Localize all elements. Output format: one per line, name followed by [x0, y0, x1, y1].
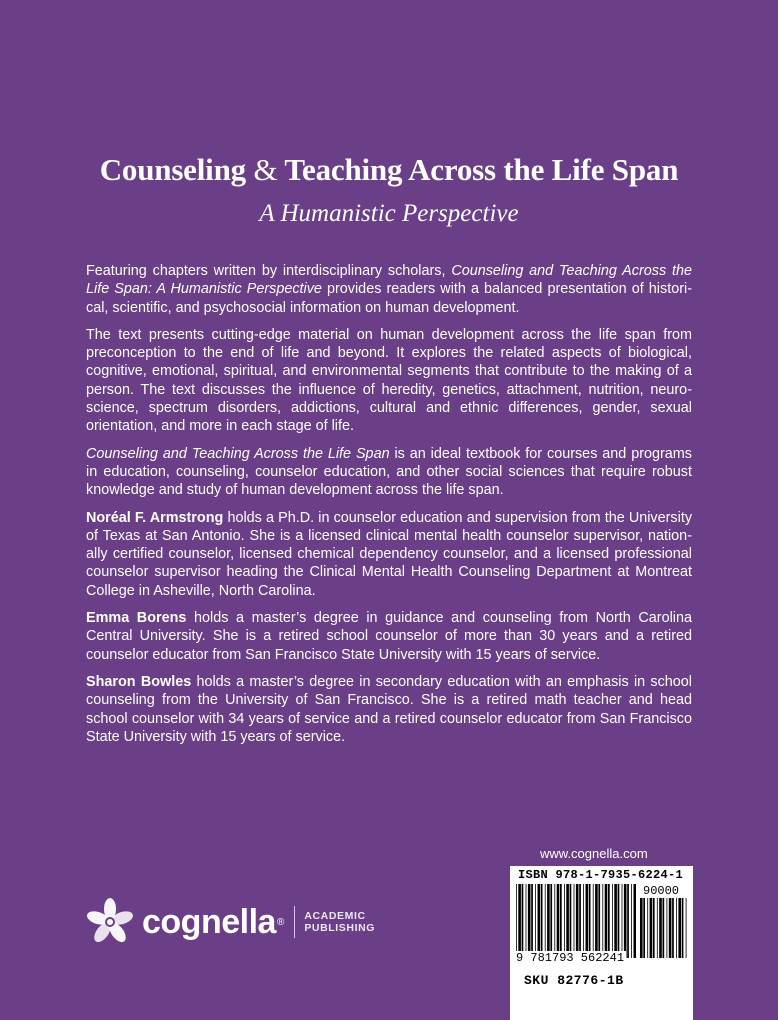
- sku-label: SKU 82776-1B: [524, 973, 624, 988]
- flower-icon: [84, 896, 136, 948]
- barcode-panel: [510, 866, 693, 1020]
- text-run: is an ideal textbook for courses and programs in education, counseling, counselor education, and other social sciences that require robust knowledge and study of human development across the life span.: [86, 445, 692, 499]
- title-ampersand: &: [253, 152, 278, 187]
- barcode-icon: [516, 884, 636, 958]
- paragraph-audience: [86, 445, 692, 500]
- paragraph-intro: [86, 262, 692, 317]
- paragraph-content: The text presents cutting-edge material on human development across the life span from preconception to the end of life and beyond. It explores the related aspects of biological, cognitive, emotional, spiritual, and environmental segments that contribute to the making of a person. The text discusses the influence of heredity, genetics, attachment, nutrition, neuroscience, spectrum disorders, addictions, cultural and ethnic differences, gender, sexual orientation, and more in each stage of life.: [86, 326, 692, 435]
- author-bio-bowles: [86, 673, 692, 746]
- text-run: Featuring chapters written by interdisciplinary scholars,: [86, 263, 452, 279]
- description: [86, 262, 692, 755]
- text-run: provides readers with a balanced presentation of historical, scientific, and psychosocial information on human development.: [86, 281, 692, 316]
- logo-tagline: [304, 910, 375, 934]
- book-title-italic: Counseling and Teaching Across the Life Span: [86, 445, 390, 462]
- author-bio-armstrong: [86, 509, 692, 600]
- price-addon-label: 90000: [643, 884, 680, 898]
- tagline-line2: PUBLISHING: [304, 922, 376, 934]
- logo-divider: [294, 906, 295, 938]
- logo-wordmark: cognella: [142, 902, 276, 941]
- book-title: [0, 152, 778, 188]
- title-part1: Counseling: [99, 152, 246, 187]
- isbn-label: ISBN 978-1-7935-6224-1: [518, 868, 684, 882]
- book-title-italic: Counseling and Teaching Across the Life Span: A Humanistic Perspective: [86, 263, 692, 298]
- text-run: holds a master’s degree in guidance and counseling from North Carolina Central University. She is a retired school counselor of more than 30 years and a retired counselor educator from San Francisco State University with 15 years of service.: [86, 610, 692, 663]
- publisher-logo: [84, 896, 375, 948]
- publisher-website: www.cognella.com: [540, 846, 648, 861]
- author-name: Emma Borens: [86, 610, 187, 627]
- barcode-digits: 9 781793 562241: [516, 951, 625, 965]
- author-name: Noréal F. Armstrong: [86, 509, 224, 526]
- book-subtitle: A Humanistic Perspective: [259, 200, 519, 227]
- registered-mark: ®: [276, 916, 285, 928]
- author-name: Sharon Bowles: [86, 673, 192, 690]
- addon-barcode-icon: [640, 898, 688, 958]
- author-bio-borens: [86, 609, 692, 664]
- text-run: holds a master’s degree in secondary education with an emphasis in school counseling from the University of San Francisco. She is a retired math teacher and head school counselor with 34 years of service and a retired counselor educator from San Francisco State University with 15 years of service.: [86, 673, 692, 745]
- text-run: holds a Ph.D. in counselor education and supervision from the University of Texas at San Antonio. She is a licensed clinical mental health counselor supervisor, nationally certified counselor, licensed chemical dependency counselor, and a licensed professional counselor supervisor heading the Clinical Mental Health Counseling Department at Montreat College in Asheville, North Carolina.: [86, 509, 693, 599]
- tagline-line1: ACADEMIC: [304, 910, 366, 922]
- title-part2: Teaching Across the Life Span: [284, 152, 679, 187]
